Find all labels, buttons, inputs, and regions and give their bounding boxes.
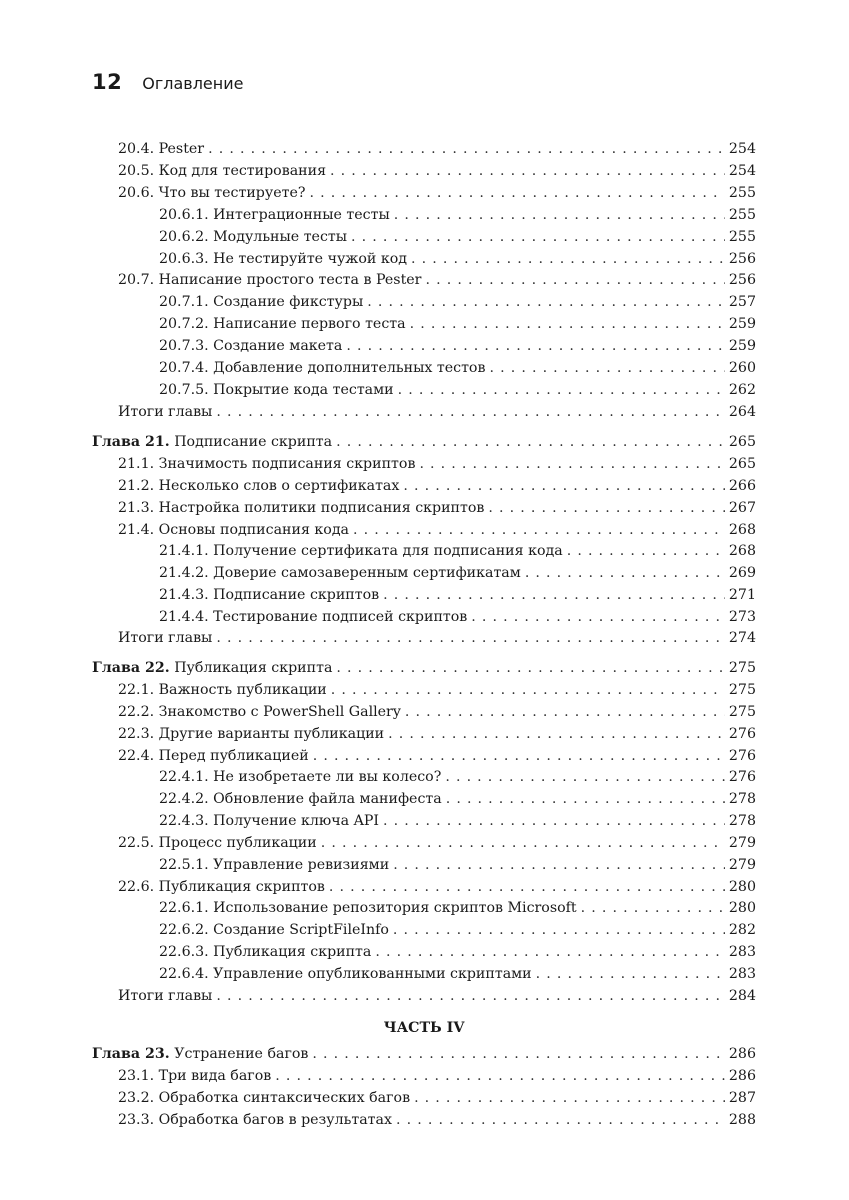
toc-entry-title: Обработка синтаксических багов [158,1090,411,1106]
part-heading: ЧАСТЬ IV [383,1020,465,1036]
toc-page-number: 255 [728,229,756,245]
running-title: Оглавление [142,74,244,93]
toc-page-number: 256 [728,251,756,267]
toc-entry-label [118,680,327,700]
toc-entry-title: Создание макета [213,338,343,354]
dot-leader [367,292,725,312]
toc-entry-label [159,942,371,962]
toc-entry-number: 20.6. [118,185,155,201]
toc-entry-title: Не изобретаете ли вы колесо? [213,769,442,785]
toc-entry-number: 22.6.1. [159,900,209,916]
toc-entry [118,722,756,744]
toc-entry-number: 22.4.1. [159,769,209,785]
toc-entry-number: 22.6.4. [159,966,209,982]
toc-entry [159,765,756,787]
dot-leader [445,767,725,787]
toc-entry [118,518,756,540]
dot-leader [336,432,725,452]
toc-entry-number: 21.4.2. [159,565,209,581]
toc-entry-title: Интеграционные тесты [213,207,390,223]
toc-chapter-entry [92,430,756,452]
toc-entry-number: 22.6.2. [159,922,209,938]
toc-entry-number: 22.4.3. [159,813,209,829]
toc-entry-label [92,658,332,678]
dot-leader [336,658,725,678]
toc-page-number: 265 [728,434,756,450]
toc-entry [118,452,756,474]
toc-entry-title: Написание первого теста [213,316,406,332]
dot-leader [275,1066,725,1086]
dot-leader [353,520,725,540]
dot-leader [488,498,725,518]
toc-entry [118,159,756,181]
toc-entry-label [118,628,212,648]
toc-entry-number: 21.3. [118,500,155,516]
toc-entry-label [118,724,384,744]
toc-entry [118,496,756,518]
dot-leader [410,314,725,334]
dot-leader [351,227,725,247]
toc-entry [118,678,756,700]
toc-entry-number: Глава 21. [92,434,170,450]
toc-entry-number: 21.4.3. [159,587,209,603]
toc-entry-title: Три вида багов [158,1068,272,1084]
dot-leader [394,205,725,225]
toc-entry [159,605,756,627]
toc-page-number: 275 [728,660,756,676]
toc-entry [118,984,756,1006]
toc-entry-label [159,358,485,378]
toc-page-number: 255 [728,207,756,223]
toc-page-number: 259 [728,338,756,354]
toc-entry-label [118,877,325,897]
toc-entry-title: Использование репозитория скриптов Microsoft [213,900,577,916]
toc-entry [118,744,756,766]
toc-entry-number: 20.6.1. [159,207,209,223]
toc-entry-title: Модульные тесты [213,229,348,245]
dot-leader [398,380,725,400]
toc-page-number: 256 [728,272,756,288]
toc-entry-number: 22.6. [118,879,155,895]
dot-leader [313,746,725,766]
dot-leader [405,702,725,722]
toc-page-number: 257 [728,294,756,310]
toc-entry [118,831,756,853]
toc-entry [118,875,756,897]
toc-page-number: 287 [728,1090,756,1106]
toc-entry [159,539,756,561]
toc-page-number: 288 [728,1112,756,1128]
dot-leader [396,1110,725,1130]
toc-entry-label [118,1066,271,1086]
toc-page-number: 286 [728,1068,756,1084]
toc-entry-label [118,402,212,422]
dot-leader [375,942,725,962]
toc-entry-label [159,920,389,940]
toc-entry [118,1064,756,1086]
toc-entry-number: 22.6.3. [159,944,209,960]
toc-entry-label [159,380,394,400]
toc-page-number: 286 [728,1046,756,1062]
toc-page-number: 262 [728,382,756,398]
toc-entry [118,181,756,203]
toc-entry-number: 22.4. [118,748,155,764]
dot-leader [414,1088,725,1108]
toc-entry-label [92,1044,308,1064]
dot-leader [411,249,725,269]
toc-entry-number: 21.2. [118,478,155,494]
toc-entry-title: Перед публикацией [158,748,309,764]
toc-entry-number: 21.4.1. [159,543,209,559]
toc-entry-label [118,161,326,181]
toc-entry-label [118,498,484,518]
toc-entry-number: 23.3. [118,1112,155,1128]
toc-entry-title: Что вы тестируете? [158,185,306,201]
toc-entry-label [159,336,342,356]
toc-entry-number: 20.6.3. [159,251,209,267]
toc-entry [159,247,756,269]
toc-entry-title: Создание ScriptFileInfo [213,922,389,938]
dot-leader [383,585,725,605]
dot-leader [567,541,725,561]
toc-entry-title: Устранение багов [174,1046,309,1062]
toc-entry [159,940,756,962]
toc-entry [159,853,756,875]
toc-entry-number: 20.4. [118,141,155,157]
toc-entry-label [92,432,332,452]
dot-leader [525,563,725,583]
toc-page-number: 278 [728,813,756,829]
toc-entry-number: 21.4. [118,522,155,538]
toc-entry-label [159,292,363,312]
toc-entry-title: Несколько слов о сертификатах [158,478,400,494]
toc-page-number: 283 [728,944,756,960]
toc-entry-label [118,746,309,766]
toc-page-number: 278 [728,791,756,807]
toc-entry [159,918,756,940]
toc-entry-label [159,855,389,875]
toc-entry-number: 22.4.2. [159,791,209,807]
toc-page-number: 273 [728,609,756,625]
toc-entry [159,334,756,356]
toc-entry-title: Важность публикации [158,682,327,698]
toc-page-number: 266 [728,478,756,494]
dot-leader [393,920,725,940]
toc-entry-label [118,1110,392,1130]
toc-entry [159,203,756,225]
toc-page-number: 282 [728,922,756,938]
toc-page-number: 280 [728,900,756,916]
toc-entry [159,225,756,247]
toc-page-number: 265 [728,456,756,472]
dot-leader [393,855,725,875]
toc-entry-number: Глава 23. [92,1046,170,1062]
dot-leader [346,336,725,356]
toc-entry-number: 20.7.3. [159,338,209,354]
toc-page-number: 275 [728,704,756,720]
dot-leader [425,270,724,290]
toc-entry [118,1086,756,1108]
toc-entry-label [118,270,421,290]
toc-entry-label [118,986,212,1006]
toc-entry-number: 21.4.4. [159,609,209,625]
toc-entry-title: Подписание скрипта [174,434,333,450]
toc-page-number: 264 [728,404,756,420]
toc-entry-label [159,607,467,627]
dot-leader [216,986,725,1006]
dot-leader [489,358,724,378]
toc-entry-number: 20.6.2. [159,229,209,245]
toc-page-number: 267 [728,500,756,516]
toc-page-number: 259 [728,316,756,332]
toc-entry-label [118,183,305,203]
toc-page-number: 254 [728,141,756,157]
toc-page-number: 269 [728,565,756,581]
toc-entry [118,400,756,422]
dot-leader [216,402,725,422]
toc-entry-label [118,520,349,540]
toc-entry-title: Доверие самозаверенным сертификатам [213,565,521,581]
toc-entry-title: Тестирование подписей скриптов [213,609,468,625]
toc-entry-title: Другие варианты публикации [158,726,385,742]
toc-entry-label [159,541,563,561]
toc-entry-label [118,702,401,722]
toc-page-number: 260 [728,360,756,376]
toc-chapter-entry [92,656,756,678]
toc-entry-number: 20.7.2. [159,316,209,332]
dot-leader [419,454,724,474]
toc-entry-label [159,964,532,984]
toc-entry-number: 20.5. [118,163,155,179]
dot-leader [208,139,725,159]
dot-leader [329,877,725,897]
toc-entry [159,809,756,831]
toc-entry-label [159,811,379,831]
dot-leader [471,607,725,627]
toc-entry-title: Обработка багов в результатах [158,1112,392,1128]
page-header [92,70,243,94]
toc-entry-title: Получение сертификата для подписания кода [213,543,563,559]
toc-entry-label [159,585,379,605]
dot-leader [216,628,725,648]
toc-entry-label [159,898,577,918]
toc-page-number: 275 [728,682,756,698]
toc-entry-label [118,1088,410,1108]
toc-entry-label [159,227,347,247]
toc-entry-title: Код для тестирования [158,163,327,179]
toc-entry-number: 22.5. [118,835,155,851]
toc-entry-title: Управление опубликованными скриптами [213,966,532,982]
toc-page-number: 274 [728,630,756,646]
page-number: 12 [92,70,123,94]
toc-entry [159,290,756,312]
toc-entry [118,700,756,722]
toc-entry-label [118,833,317,853]
toc-entry [159,356,756,378]
toc-entry-number: 20.7. [118,272,155,288]
dot-leader [388,724,725,744]
toc-page-number: 255 [728,185,756,201]
toc-entry [118,474,756,496]
toc-entry [118,268,756,290]
toc-entry-number: 22.3. [118,726,155,742]
toc-entry [159,896,756,918]
toc-entry-label [159,314,406,334]
toc-entry-number: 20.7.4. [159,360,209,376]
dot-leader [331,680,725,700]
toc-entry-title: Не тестируйте чужой код [213,251,408,267]
toc-entry [159,378,756,400]
dot-leader [581,898,725,918]
toc-entry-title: Покрытие кода тестами [213,382,394,398]
toc-entry-title: Написание простого теста в Pester [158,272,422,288]
toc-entry [159,787,756,809]
toc-entry-number: 23.2. [118,1090,155,1106]
toc-entry-title: Получение ключа API [213,813,380,829]
toc-page-number: 279 [728,857,756,873]
toc-entry-title: Значимость подписания скриптов [158,456,416,472]
toc-entry-label [159,767,441,787]
toc-entry-title: Настройка политики подписания скриптов [158,500,485,516]
toc-entry [118,137,756,159]
toc-entry-number: 22.1. [118,682,155,698]
toc-entry-number: 22.5.1. [159,857,209,873]
toc-entry-number: 22.2. [118,704,155,720]
toc-entry-number: Глава 22. [92,660,170,676]
dot-leader [536,964,725,984]
dot-leader [309,183,724,203]
toc-entry-label [118,476,399,496]
toc-entry-label [118,139,204,159]
toc-entry-label [159,789,442,809]
dot-leader [403,476,725,496]
toc-page-number: 276 [728,748,756,764]
toc-entry-label [118,454,415,474]
toc-entry-number: 21.1. [118,456,155,472]
toc-entry-title: Обновление файла манифеста [213,791,442,807]
dot-leader [446,789,725,809]
toc-chapter-entry [92,1042,756,1064]
toc-entry-label [159,205,390,225]
toc-entry-title: Создание фикстуры [213,294,364,310]
toc-entry [159,561,756,583]
toc-page-number: 254 [728,163,756,179]
toc-entry [159,312,756,334]
toc-entry-number: 20.7.5. [159,382,209,398]
toc-entry [159,583,756,605]
toc-entry-title: Знакомство с PowerShell Gallery [158,704,401,720]
toc-entry-label [159,563,521,583]
dot-leader [330,161,725,181]
toc-entry-title: Итоги главы [118,988,213,1004]
toc-entry-title: Публикация скрипта [213,944,372,960]
toc-page-number: 284 [728,988,756,1004]
toc-entry-title: Добавление дополнительных тестов [213,360,486,376]
toc-entry-title: Основы подписания кода [158,522,350,538]
toc-entry-number: 20.7.1. [159,294,209,310]
toc-entry-title: Процесс публикации [158,835,317,851]
toc-entry [118,1108,756,1130]
dot-leader [383,811,725,831]
toc-entry-title: Итоги главы [118,630,213,646]
dot-leader [321,833,725,853]
toc-entry-title: Публикация скрипта [174,660,333,676]
toc-entry-number: 23.1. [118,1068,155,1084]
toc-entry [159,962,756,984]
toc-page-number: 268 [728,543,756,559]
toc-page-number: 271 [728,587,756,603]
toc-entry-title: Pester [158,141,205,157]
dot-leader [312,1044,724,1064]
toc-page-number: 276 [728,769,756,785]
toc-page-number: 268 [728,522,756,538]
toc-entry-label [159,249,407,269]
toc-entry-title: Подписание скриптов [213,587,380,603]
toc-page-number: 283 [728,966,756,982]
toc-page-number: 280 [728,879,756,895]
toc-page-number: 276 [728,726,756,742]
toc-entry-title: Управление ревизиями [213,857,390,873]
toc-entry-title: Итоги главы [118,404,213,420]
toc-entry-title: Публикация скриптов [158,879,325,895]
toc-page-number: 279 [728,835,756,851]
toc-entry [118,626,756,648]
